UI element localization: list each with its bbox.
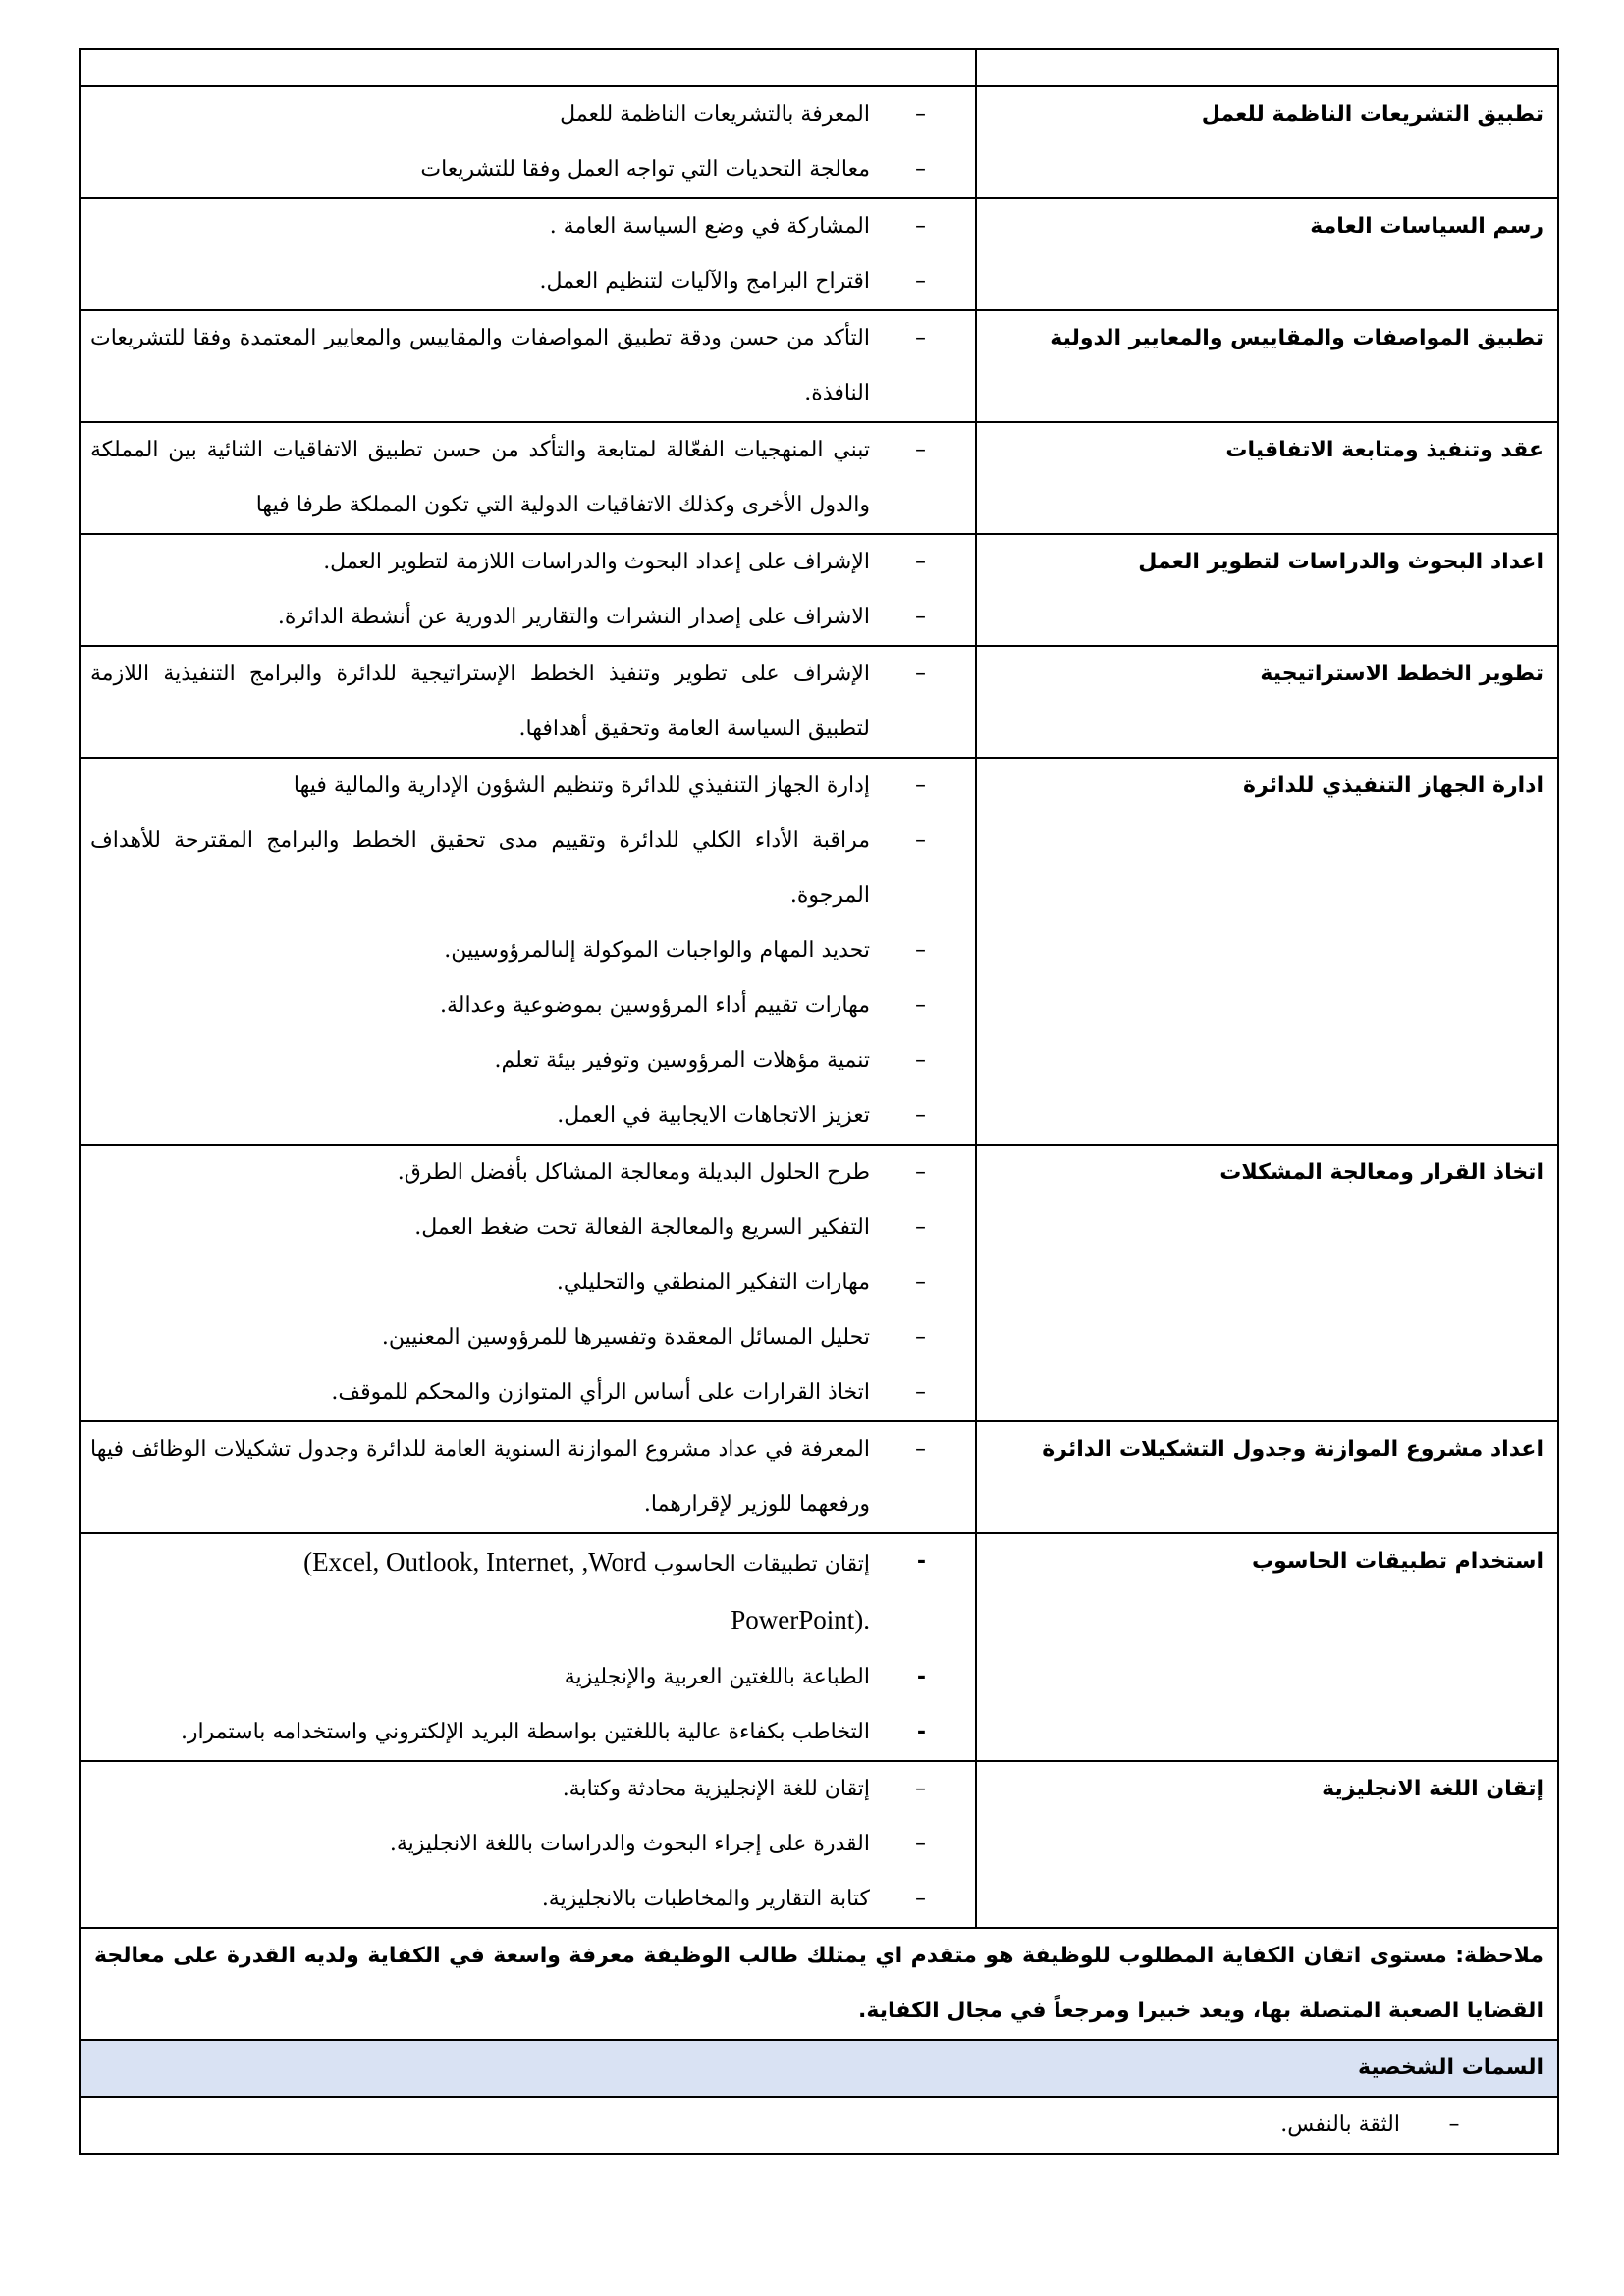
list-item xyxy=(90,590,975,645)
section-title: السمات الشخصية xyxy=(80,2040,1558,2097)
trait-text: الثقة بالنفس. xyxy=(1280,2112,1400,2137)
list-item xyxy=(90,1255,975,1310)
competency-details xyxy=(80,1145,976,1421)
list-item-text: مهارات التفكير المنطقي والتحليلي. xyxy=(556,1270,870,1295)
competency-row xyxy=(80,86,1558,198)
competency-table xyxy=(79,48,1559,2155)
empty-cell xyxy=(976,49,1558,86)
list-item-text: كتابة التقارير والمخاطبات بالانجليزية. xyxy=(541,1887,870,1911)
competency-title: عقد وتنفيذ ومتابعة الاتفاقيات xyxy=(976,422,1558,534)
list-item xyxy=(90,1201,975,1255)
list-item xyxy=(90,1365,975,1420)
bullet-list xyxy=(81,1762,975,1927)
competency-row xyxy=(80,310,1558,422)
bullet-list xyxy=(81,199,975,309)
list-item-text: إتقان تطبيقات الحاسوب xyxy=(653,1552,870,1576)
bullet-dash-icon: – xyxy=(915,157,926,182)
list-item xyxy=(90,535,975,590)
bullet-dash-icon: – xyxy=(915,938,926,963)
competency-row xyxy=(80,198,1558,310)
competency-title: رسم السياسات العامة xyxy=(976,198,1558,310)
empty-cell xyxy=(80,49,976,86)
bullet-dash-icon: – xyxy=(915,774,926,798)
proficiency-note: ملاحظة: مستوى اتقان الكفاية المطلوب للوظيفة هو متقدم اي يمتلك طالب الوظيفة معرفة واسعة في الكفاية ولديه القدرة على معالجة القضايا الصعبة المتصلة بها، ويعد خبيرا ومرجعاً في مجال الكفاية. xyxy=(80,1928,1558,2040)
competency-details xyxy=(80,534,976,646)
bullet-list xyxy=(81,87,975,197)
bullet-dash-icon: – xyxy=(915,1887,926,1911)
list-item xyxy=(90,1705,975,1760)
bullet-list xyxy=(81,535,975,645)
bullet-list xyxy=(81,759,975,1144)
list-item xyxy=(90,423,975,533)
competency-title: تطوير الخطط الاستراتيجية xyxy=(976,646,1558,758)
list-item-text: المشاركة في وضع السياسة العامة . xyxy=(549,214,870,239)
list-item-text: تحديد المهام والواجبات الموكولة إلىالمرؤوسيين. xyxy=(444,938,870,963)
bullet-dash-icon: – xyxy=(915,269,926,294)
competency-title: تطبيق المواصفات والمقاييس والمعايير الدولية xyxy=(976,310,1558,422)
list-item xyxy=(90,1650,975,1705)
software-list-text-end: PowerPoint). xyxy=(731,1605,870,1634)
list-item-text: التفكير السريع والمعالجة الفعالة تحت ضغط العمل. xyxy=(414,1215,870,1240)
trait-row xyxy=(80,2097,1558,2154)
list-item-text: تعزيز الاتجاهات الايجابية في العمل. xyxy=(557,1103,870,1128)
list-item xyxy=(90,1762,975,1817)
competency-table-body xyxy=(80,49,1558,2154)
list-item xyxy=(90,924,975,979)
competency-details xyxy=(80,1421,976,1533)
software-list-text: (Excel, Outlook, Internet, ,Word xyxy=(303,1547,647,1576)
list-item-text: المعرفة في عداد مشروع الموازنة السنوية العامة للدائرة وجدول تشكيلات الوظائف فيها ورفعهما للوزير لإقرارهما. xyxy=(90,1437,870,1517)
list-item xyxy=(90,1534,975,1650)
bullet-dash-icon: – xyxy=(915,214,926,239)
bullet-dash-icon: – xyxy=(915,1270,926,1295)
bullet-dash-icon: - xyxy=(916,1720,926,1744)
competency-details xyxy=(80,646,976,758)
bullet-dash-icon: – xyxy=(915,1215,926,1240)
list-item-text: المعرفة بالتشريعات الناظمة للعمل xyxy=(560,102,870,127)
list-item-text: التخاطب بكفاءة عالية باللغتين بواسطة البريد الإلكتروني واستخدامه باستمرار. xyxy=(180,1720,870,1744)
competency-title: استخدام تطبيقات الحاسوب xyxy=(976,1533,1558,1761)
bullet-list xyxy=(81,1534,975,1760)
empty-header-row xyxy=(80,49,1558,86)
list-item-text: إتقان للغة الإنجليزية محادثة وكتابة. xyxy=(562,1777,870,1801)
competency-details xyxy=(80,758,976,1145)
competency-details xyxy=(80,310,976,422)
list-item-text: الإشراف على تطوير وتنفيذ الخطط الإستراتيجية للدائرة والبرامج التنفيذية اللازمة لتطبيق السياسة العامة وتحقيق أهدافها. xyxy=(90,662,870,741)
competency-title: ادارة الجهاز التنفيذي للدائرة xyxy=(976,758,1558,1145)
list-item xyxy=(90,759,975,814)
list-item-text: الاشراف على إصدار النشرات والتقارير الدورية عن أنشطة الدائرة. xyxy=(277,605,870,629)
competency-title: اعداد مشروع الموازنة وجدول التشكيلات الدائرة xyxy=(976,1421,1558,1533)
bullet-list xyxy=(81,647,975,757)
bullet-dash-icon: – xyxy=(915,438,926,462)
bullet-dash-icon: – xyxy=(915,993,926,1018)
list-item xyxy=(90,1817,975,1872)
competency-details xyxy=(80,198,976,310)
bullet-dash-icon: – xyxy=(915,828,926,853)
list-item xyxy=(90,1146,975,1201)
competency-title: تطبيق التشريعات الناظمة للعمل xyxy=(976,86,1558,198)
competency-row xyxy=(80,1533,1558,1761)
bullet-dash-icon: – xyxy=(915,1048,926,1073)
list-item-text: مراقبة الأداء الكلي للدائرة وتقييم مدى تحقيق الخطط والبرامج المقترحة للأهداف المرجوة. xyxy=(90,828,870,908)
list-item-text: تحليل المسائل المعقدة وتفسيرها للمرؤوسين المعنيين. xyxy=(381,1325,870,1350)
section-header-row xyxy=(80,2040,1558,2097)
bullet-list xyxy=(81,1146,975,1420)
bullet-dash-icon: – xyxy=(915,1832,926,1856)
bullet-dash-icon: – xyxy=(915,1777,926,1801)
competency-title: اتخاذ القرار ومعالجة المشكلات xyxy=(976,1145,1558,1421)
list-item-text: اقتراح البرامج والآليات لتنظيم العمل. xyxy=(539,269,870,294)
competency-row xyxy=(80,1145,1558,1421)
competency-title: اعداد البحوث والدراسات لتطوير العمل xyxy=(976,534,1558,646)
list-item xyxy=(90,1034,975,1089)
list-item xyxy=(90,1422,975,1532)
list-item xyxy=(90,87,975,142)
bullet-dash-icon: – xyxy=(915,326,926,350)
list-item-text: مهارات تقييم أداء المرؤوسين بموضوعية وعدالة. xyxy=(439,993,870,1018)
list-item xyxy=(90,1872,975,1927)
bullet-dash-icon: – xyxy=(915,1437,926,1462)
bullet-dash-icon: – xyxy=(915,662,926,686)
competency-title: إتقان اللغة الانجليزية xyxy=(976,1761,1558,1928)
bullet-dash-icon: – xyxy=(915,605,926,629)
competency-row xyxy=(80,534,1558,646)
list-item xyxy=(90,1089,975,1144)
competency-details xyxy=(80,1533,976,1761)
list-item xyxy=(90,311,975,421)
bullet-dash-icon: – xyxy=(915,1380,926,1405)
list-item-text: اتخاذ القرارات على أساس الرأي المتوازن والمحكم للموقف. xyxy=(331,1380,870,1405)
competency-row xyxy=(80,758,1558,1145)
bullet-dash-icon: – xyxy=(915,1103,926,1128)
list-item-text: الطباعة باللغتين العربية والإنجليزية xyxy=(564,1665,870,1689)
bullet-dash-icon: – xyxy=(915,550,926,574)
bullet-dash-icon: – xyxy=(915,1160,926,1185)
list-item xyxy=(90,979,975,1034)
competency-details xyxy=(80,1761,976,1928)
list-item-text: القدرة على إجراء البحوث والدراسات باللغة الانجليزية. xyxy=(389,1832,870,1856)
trait-item xyxy=(80,2097,1558,2154)
bullet-list xyxy=(81,311,975,421)
competency-row xyxy=(80,422,1558,534)
competency-details xyxy=(80,422,976,534)
list-item-text: طرح الحلول البديلة ومعالجة المشاكل بأفضل الطرق. xyxy=(397,1160,870,1185)
list-item-text: تبني المنهجيات الفعّالة لمتابعة والتأكد من حسن تطبيق الاتفاقيات الثنائية بين المملكة والدول الأخرى وكذلك الاتفاقيات الدولية التي تكون المملكة طرفا فيها xyxy=(90,438,870,517)
list-item-text: معالجة التحديات التي تواجه العمل وفقا للتشريعات xyxy=(420,157,870,182)
bullet-dash-icon: - xyxy=(916,1665,926,1689)
bullet-dash-icon: - xyxy=(916,1549,926,1574)
list-item-text: التأكد من حسن ودقة تطبيق المواصفات والمقاييس والمعايير المعتمدة وفقا للتشريعات النافذة. xyxy=(90,326,870,405)
list-item xyxy=(90,1310,975,1365)
note-row xyxy=(80,1928,1558,2040)
bullet-dash-icon: – xyxy=(915,102,926,127)
competency-row xyxy=(80,646,1558,758)
list-item xyxy=(90,254,975,309)
bullet-dash-icon: – xyxy=(1448,2112,1460,2137)
list-item xyxy=(90,142,975,197)
bullet-dash-icon: – xyxy=(915,1325,926,1350)
bullet-list xyxy=(81,423,975,533)
list-item-text: إدارة الجهاز التنفيذي للدائرة وتنظيم الشؤون الإدارية والمالية فيها xyxy=(293,774,870,798)
competency-row xyxy=(80,1761,1558,1928)
list-item xyxy=(90,647,975,757)
list-item-text: تنمية مؤهلات المرؤوسين وتوفير بيئة تعلم. xyxy=(494,1048,870,1073)
competency-row xyxy=(80,1421,1558,1533)
list-item xyxy=(90,814,975,924)
competency-details xyxy=(80,86,976,198)
list-item-text: الإشراف على إعداد البحوث والدراسات اللازمة لتطوير العمل. xyxy=(323,550,870,574)
bullet-list xyxy=(81,1422,975,1532)
list-item xyxy=(90,199,975,254)
